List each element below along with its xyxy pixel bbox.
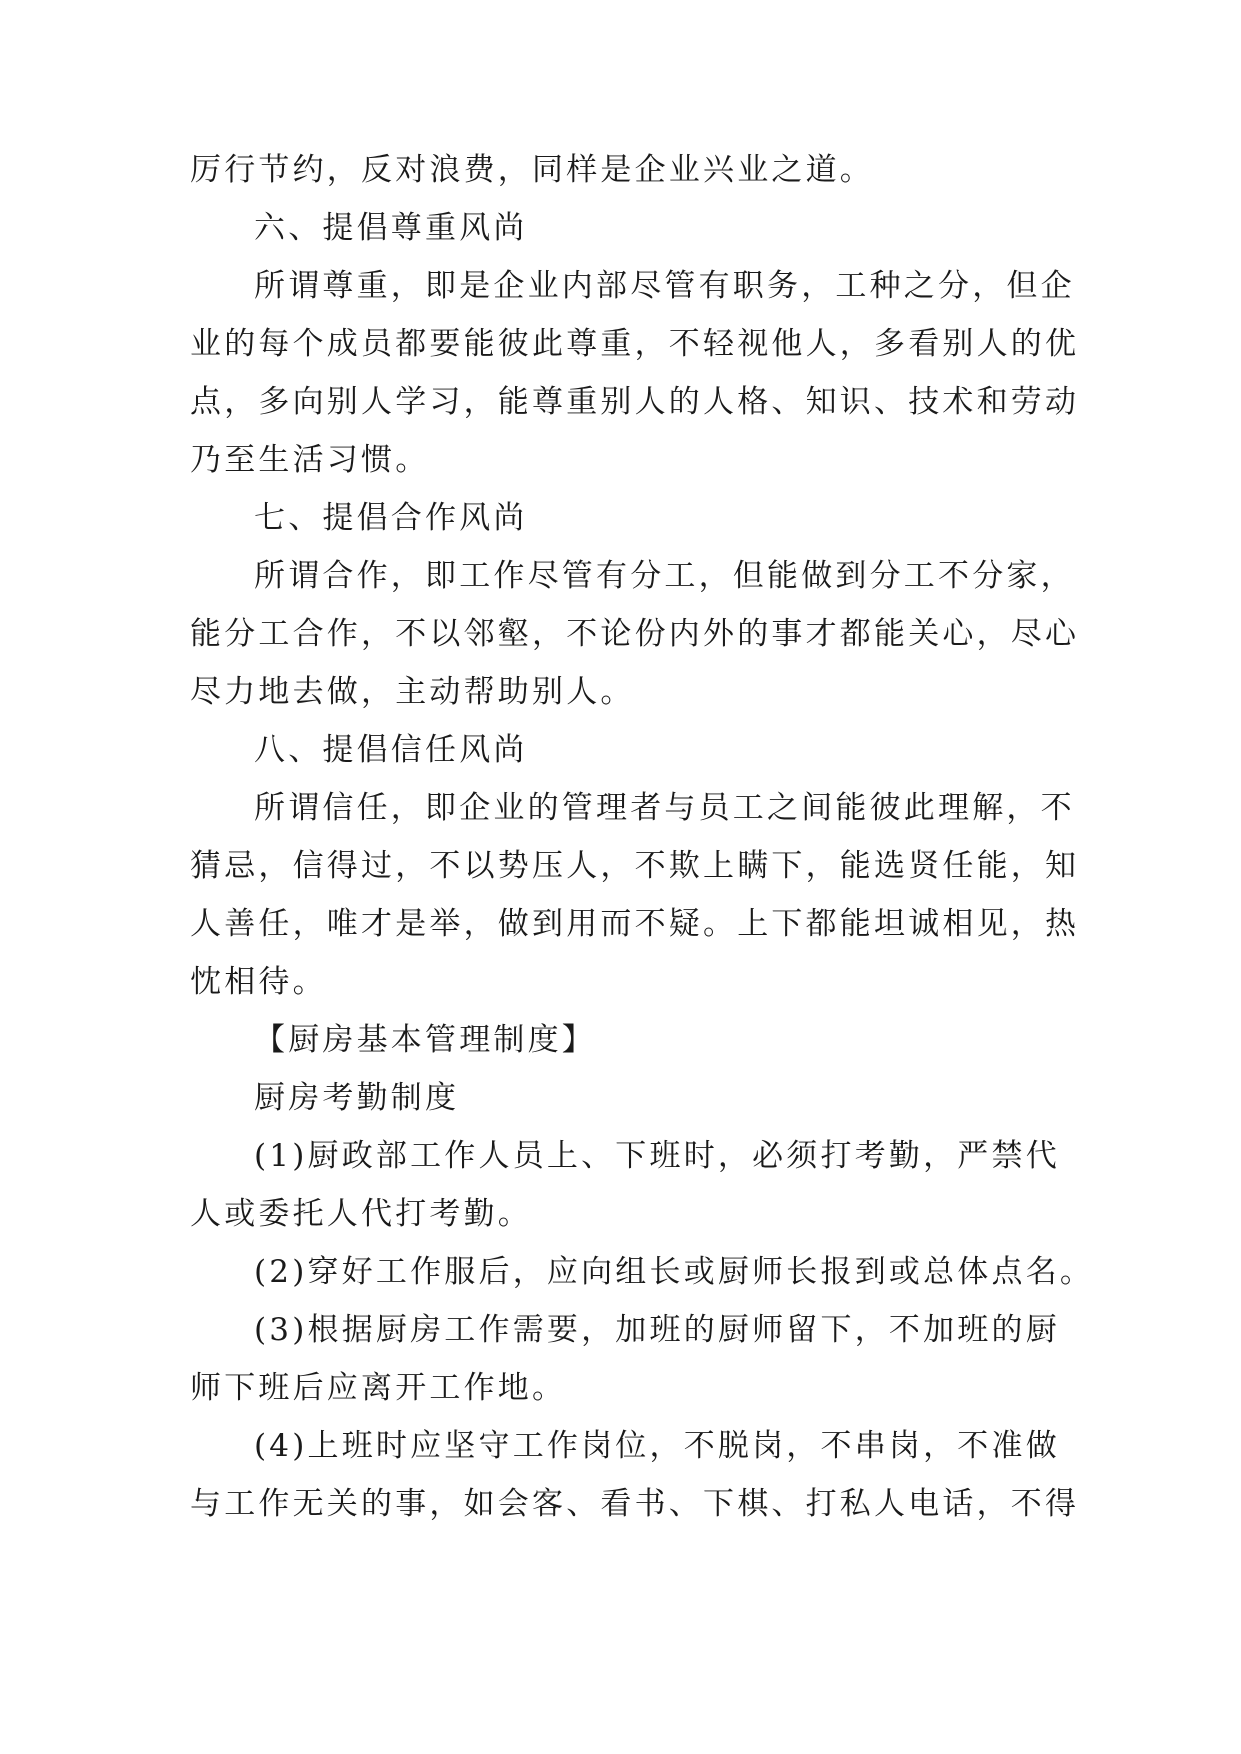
section-heading: 厨房考勤制度 bbox=[254, 1080, 460, 1116]
body-text-line: 所谓尊重，即是企业内部尽管有职务，工种之分，但企 bbox=[254, 268, 1075, 304]
chapter-title: 【厨房基本管理制度】 bbox=[254, 1022, 596, 1058]
body-text-line: 猜忌，信得过，不以势压人，不欺上瞒下，能选贤任能，知 bbox=[190, 848, 1080, 884]
body-text-line: 业的每个成员都要能彼此尊重，不轻视他人，多看别人的优 bbox=[190, 326, 1080, 362]
body-text-line: 忱相待。 bbox=[190, 964, 327, 1000]
body-text-line: 能分工合作，不以邻壑，不论份内外的事才都能关心，尽心 bbox=[190, 616, 1080, 652]
body-text-line: 尽力地去做，主动帮助别人。 bbox=[190, 674, 635, 710]
body-text-line: 乃至生活习惯。 bbox=[190, 442, 430, 478]
section-heading: 七、提倡合作风尚 bbox=[254, 500, 528, 536]
section-heading: 八、提倡信任风尚 bbox=[254, 732, 528, 768]
list-item-line: (4)上班时应坚守工作岗位，不脱岗，不串岗，不准做 bbox=[254, 1428, 1060, 1464]
list-item-line: 人或委托人代打考勤。 bbox=[190, 1196, 532, 1232]
list-item-line: 与工作无关的事，如会客、看书、下棋、打私人电话，不得 bbox=[190, 1486, 1080, 1522]
body-text-line: 人善任，唯才是举，做到用而不疑。上下都能坦诚相见，热 bbox=[190, 906, 1080, 942]
body-text-line: 所谓合作，即工作尽管有分工，但能做到分工不分家， bbox=[254, 558, 1075, 594]
body-text-line: 厉行节约，反对浪费，同样是企业兴业之道。 bbox=[190, 152, 874, 188]
section-heading: 六、提倡尊重风尚 bbox=[254, 210, 528, 246]
list-item-line: (3)根据厨房工作需要，加班的厨师留下，不加班的厨 bbox=[254, 1312, 1060, 1348]
body-text-line: 所谓信任，即企业的管理者与员工之间能彼此理解，不 bbox=[254, 790, 1075, 826]
body-text-line: 点，多向别人学习，能尊重别人的人格、知识、技术和劳动 bbox=[190, 384, 1080, 420]
list-item-line: (2)穿好工作服后，应向组长或厨师长报到或总体点名。 bbox=[254, 1254, 1095, 1290]
list-item-line: (1)厨政部工作人员上、下班时，必须打考勤，严禁代 bbox=[254, 1138, 1060, 1174]
list-item-line: 师下班后应离开工作地。 bbox=[190, 1370, 567, 1406]
